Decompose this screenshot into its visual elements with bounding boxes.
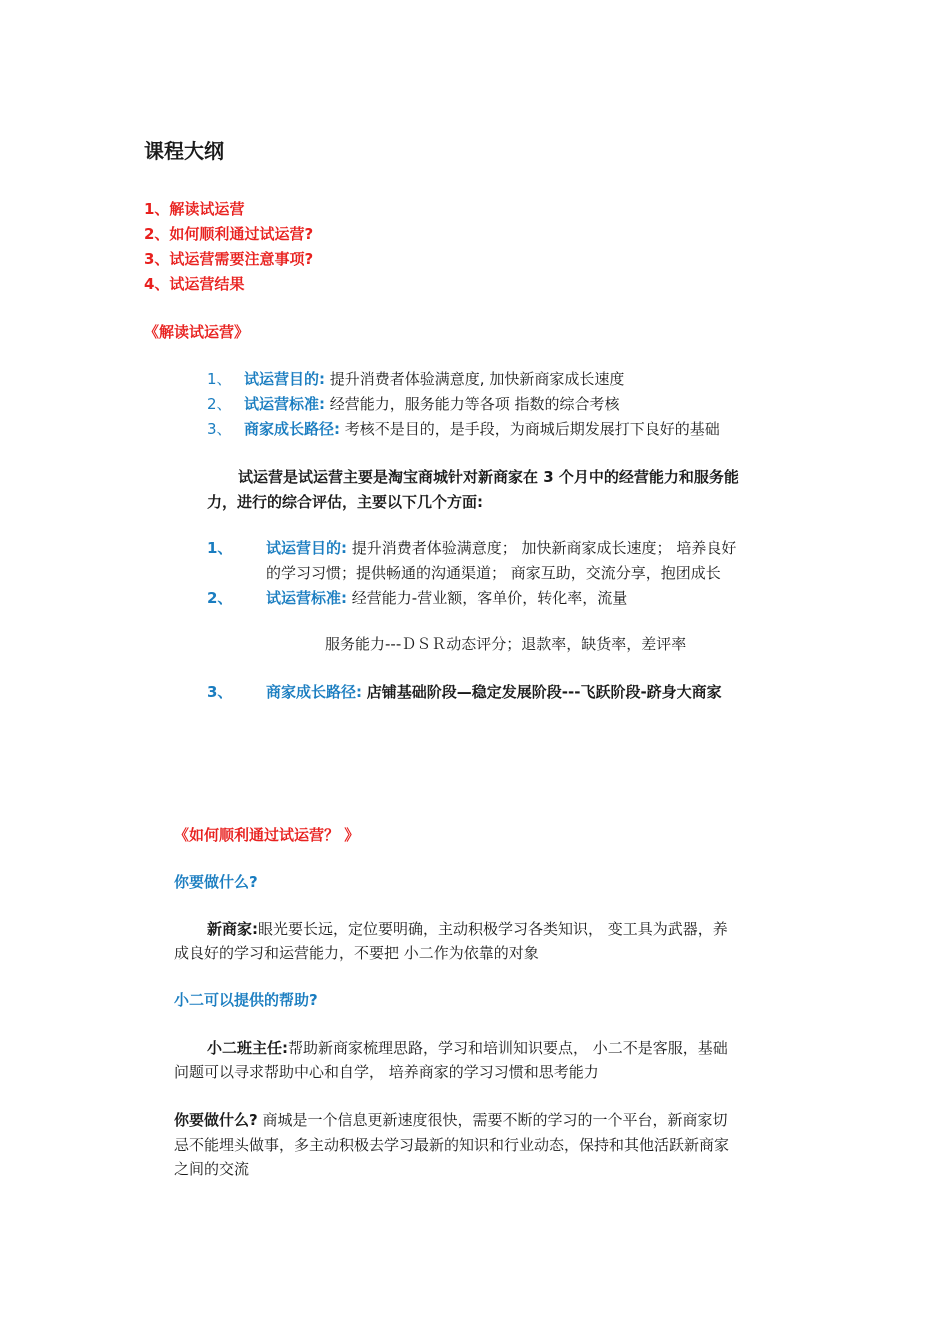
paragraph-line	[207, 1036, 728, 1060]
list-number: 2、	[207, 589, 233, 607]
paragraph-line: 试运营是试运营主要是淘宝商城针对新商家在 3 个月中的经营能力和服务能	[238, 468, 739, 486]
service-line: 服务能力---ＤＳＲ动态评分；退款率，缺货率，差评率	[325, 635, 687, 653]
toc-item: 3、试运营需要注意事项?	[144, 250, 314, 268]
list-text-continued: 的学习习惯；提供畅通的沟通渠道； 商家互助，交流分享，抱团成长	[266, 564, 721, 582]
list-item	[244, 392, 620, 416]
list-number: 1、	[207, 539, 233, 557]
list-text: 经营能力-营业额，客单价，转化率，流量	[351, 589, 628, 607]
list-item	[266, 536, 736, 560]
question-heading: 小二可以提供的帮助?	[174, 991, 318, 1009]
section-heading: 《解读试运营》	[144, 323, 250, 341]
list-number: 1、	[207, 370, 232, 388]
list-item	[266, 586, 627, 610]
list-term: 试运营标准:	[266, 589, 347, 607]
question-heading: 你要做什么?	[174, 873, 258, 891]
list-text: 提升消费者体验满意度, 加快新商家成长速度	[329, 370, 625, 388]
list-text: 店铺基础阶段—稳定发展阶段---飞跃阶段-跻身大商家	[366, 683, 722, 701]
list-number: 3、	[207, 420, 232, 438]
paragraph-text: 眼光要长远，定位要明确，主动积极学习各类知识， 变工具为武器，养	[258, 920, 728, 938]
toc-item: 1、解读试运营	[144, 200, 245, 218]
paragraph-line: 忌不能埋头做事，多主动积极去学习最新的知识和行业动态，保持和其他活跃新商家	[174, 1136, 730, 1154]
paragraph-line: 问题可以寻求帮助中心和自学， 培养商家的学习习惯和思考能力	[174, 1063, 599, 1081]
paragraph-text: 帮助新商家梳理思路，学习和培训知识要点， 小二不是客服，基础	[288, 1039, 728, 1057]
list-number: 2、	[207, 395, 232, 413]
list-term: 试运营目的:	[244, 370, 325, 388]
list-text: 提升消费者体验满意度； 加快新商家成长速度； 培养良好	[351, 539, 737, 557]
list-number: 3、	[207, 683, 233, 701]
paragraph-text: 商城是一个信息更新速度很快，需要不断的学习的一个平台，新商家切	[262, 1111, 728, 1129]
paragraph-label: 小二班主任:	[207, 1039, 288, 1057]
list-term: 试运营目的:	[266, 539, 347, 557]
paragraph-label: 你要做什么?	[174, 1111, 258, 1129]
paragraph-label: 新商家:	[207, 920, 258, 938]
doc-title: 课程大纲	[144, 139, 224, 163]
paragraph-line: 之间的交流	[174, 1160, 250, 1178]
list-text: 考核不是目的，是手段，为商城后期发展打下良好的基础	[344, 420, 720, 438]
toc-item: 2、如何顺利通过试运营?	[144, 225, 314, 243]
paragraph-line	[174, 1108, 728, 1132]
list-item	[266, 680, 722, 704]
list-term: 商家成长路径:	[266, 683, 362, 701]
list-text: 经营能力，服务能力等各项 指数的综合考核	[329, 395, 620, 413]
toc-item: 4、试运营结果	[144, 275, 245, 293]
paragraph-line	[207, 917, 728, 941]
paragraph-line: 成良好的学习和运营能力，不要把 小二作为依靠的对象	[174, 944, 539, 962]
list-item	[244, 367, 624, 391]
list-item	[244, 417, 720, 441]
list-term: 试运营标准:	[244, 395, 325, 413]
paragraph-line: 力，进行的综合评估，主要以下几个方面:	[207, 493, 484, 511]
section-heading: 《如何顺利通过试运营？ 》	[174, 826, 360, 844]
list-term: 商家成长路径:	[244, 420, 340, 438]
